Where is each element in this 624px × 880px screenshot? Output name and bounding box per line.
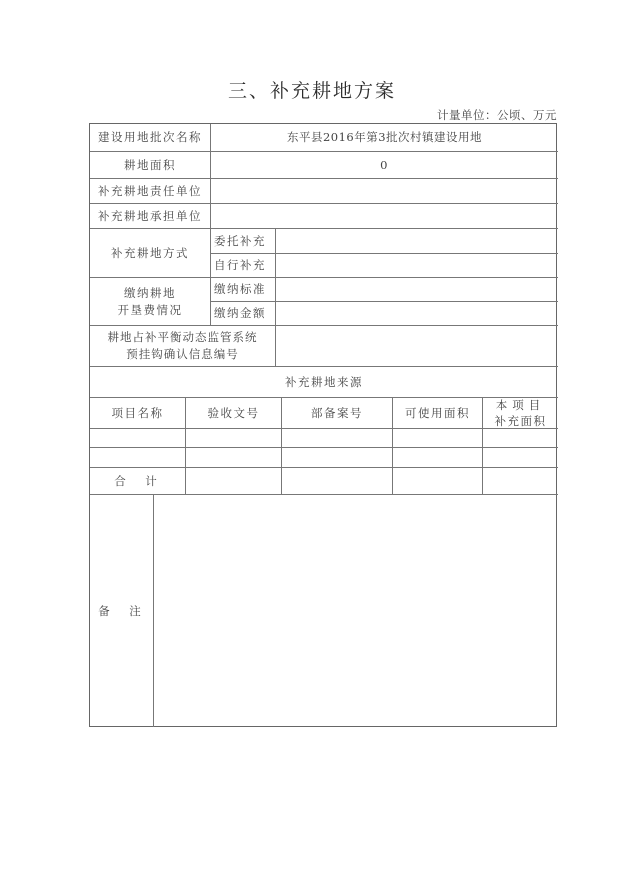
batch-name-label: 建设用地批次名称 — [98, 130, 202, 144]
total-label: 合 计 — [114, 473, 161, 488]
method-self-label: 自行补充 — [214, 258, 266, 272]
row-divider — [90, 428, 558, 429]
header-line2: 补充面积 — [494, 414, 547, 428]
header-project-supplement-area — [483, 398, 558, 428]
fee-label-line1: 缴纳耕地 — [124, 285, 176, 300]
row-divider — [90, 447, 558, 448]
remarks-label: 备 注 — [98, 603, 145, 618]
fee-amount-label: 缴纳金额 — [214, 306, 266, 320]
batch-name-value: 东平县2016年第3批次村镇建设用地 — [286, 130, 483, 144]
fee-label-line2: 开垦费情况 — [117, 302, 183, 317]
row-divider — [90, 494, 558, 495]
source-section-title: 补充耕地来源 — [285, 374, 363, 389]
header-project-name: 项目名称 — [111, 405, 164, 420]
col-divider — [153, 494, 154, 727]
fee-label — [90, 278, 210, 325]
undertaking-unit-label: 补充耕地承担单位 — [98, 208, 202, 223]
unit-note: 计量单位：公顷、万元 — [437, 108, 557, 122]
header-line1: 本项目 — [495, 398, 546, 412]
area-label: 耕地面积 — [124, 157, 176, 172]
page-title: 三、补充耕地方案 — [227, 80, 396, 102]
header-filing-no: 部备案号 — [311, 405, 363, 420]
header-usable-area: 可使用面积 — [405, 405, 470, 420]
plan-table — [89, 123, 557, 727]
method-label: 补充耕地方式 — [111, 245, 189, 260]
system-label — [90, 326, 275, 366]
area-value: 0 — [380, 157, 389, 172]
system-label-line1: 耕地占补平衡动态监管系统 — [107, 330, 258, 344]
header-acceptance-no: 验收文号 — [207, 405, 260, 420]
col-divider — [275, 228, 276, 366]
fee-standard-label: 缴纳标准 — [214, 282, 266, 296]
system-label-line2: 预挂钩确认信息编号 — [126, 347, 239, 361]
responsible-unit-label: 补充耕地责任单位 — [98, 183, 202, 198]
method-entrusted-label: 委托补充 — [214, 233, 266, 248]
